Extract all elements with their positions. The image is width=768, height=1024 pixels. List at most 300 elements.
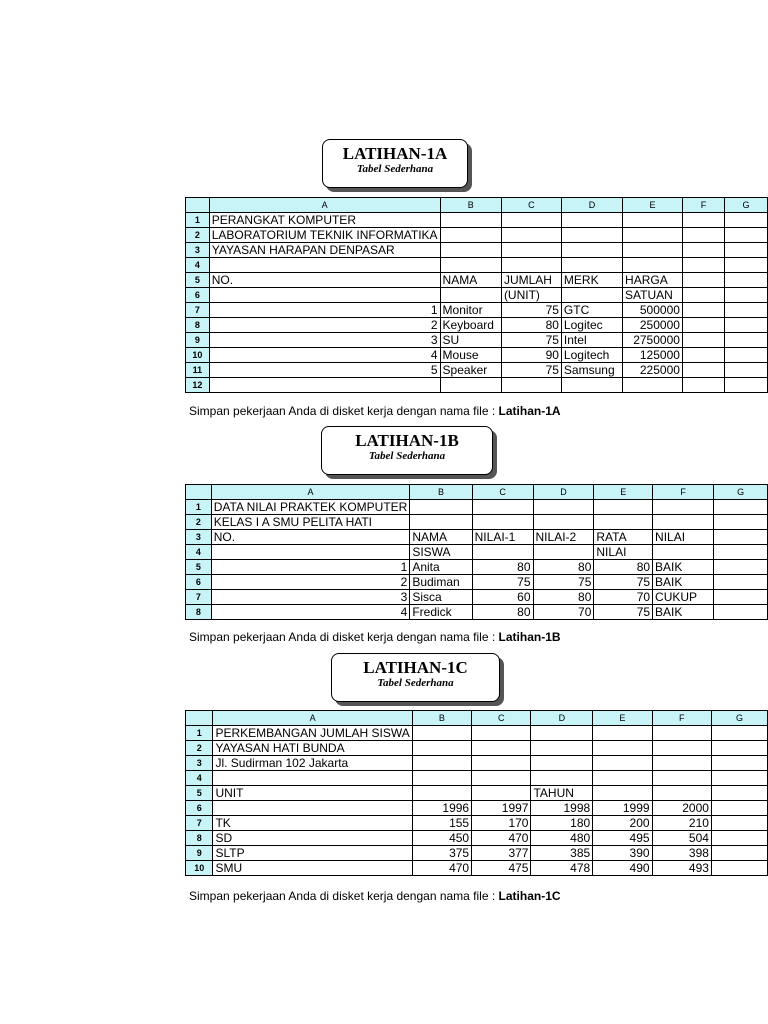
cell[interactable] <box>593 786 652 801</box>
row-header[interactable]: 7 <box>186 816 213 831</box>
cell[interactable]: 80 <box>472 560 533 575</box>
column-header-row <box>186 198 768 213</box>
cell[interactable]: BAIK <box>653 575 714 590</box>
column-header[interactable]: D <box>561 198 622 213</box>
table-row <box>186 801 768 816</box>
table-row <box>186 333 768 348</box>
cell[interactable]: 2 <box>211 575 410 590</box>
column-header[interactable]: F <box>682 198 724 213</box>
cell[interactable] <box>682 258 724 273</box>
cell[interactable]: Samsung <box>561 363 622 378</box>
cell[interactable]: 80 <box>594 560 653 575</box>
cell[interactable] <box>652 756 711 771</box>
cell[interactable]: 80 <box>533 590 594 605</box>
cell[interactable] <box>714 575 768 590</box>
cell[interactable] <box>531 726 593 741</box>
row-header[interactable]: 10 <box>186 348 210 363</box>
cell[interactable] <box>711 771 767 786</box>
note-text: Simpan pekerjaan Anda di disket kerja dengan nama file : <box>189 404 499 418</box>
cell[interactable] <box>209 288 440 303</box>
cell[interactable]: 210 <box>652 816 711 831</box>
cell[interactable]: 500000 <box>623 303 683 318</box>
cell[interactable]: 398 <box>652 846 711 861</box>
cell[interactable] <box>714 545 768 560</box>
cell[interactable] <box>593 771 652 786</box>
cell[interactable] <box>533 515 594 530</box>
cell[interactable] <box>593 756 652 771</box>
cell[interactable] <box>711 831 767 846</box>
cell[interactable]: BAIK <box>653 605 714 620</box>
row-header[interactable]: 12 <box>186 378 210 393</box>
save-note-1b <box>189 630 561 644</box>
cell[interactable]: Keyboard <box>440 318 501 333</box>
cell[interactable] <box>711 801 767 816</box>
row-header[interactable]: 7 <box>186 590 212 605</box>
row-header[interactable]: 7 <box>186 303 210 318</box>
table-row <box>186 575 768 590</box>
cell[interactable]: 75 <box>501 303 561 318</box>
cell[interactable] <box>714 515 768 530</box>
row-header[interactable]: 6 <box>186 288 210 303</box>
cell[interactable]: 390 <box>593 846 652 861</box>
row-header[interactable]: 1 <box>186 726 213 741</box>
row-header[interactable]: 2 <box>186 515 212 530</box>
cell[interactable] <box>711 846 767 861</box>
row-header[interactable]: 2 <box>186 228 210 243</box>
table-row <box>186 258 768 273</box>
cell[interactable]: Logitec <box>561 318 622 333</box>
cell[interactable]: TK <box>213 816 412 831</box>
cell[interactable] <box>653 500 714 515</box>
spreadsheet-1a <box>185 197 768 393</box>
corner-cell[interactable] <box>186 485 212 500</box>
cell[interactable]: 1998 <box>531 801 593 816</box>
cell[interactable] <box>682 348 724 363</box>
cell[interactable]: 70 <box>533 605 594 620</box>
cell[interactable] <box>714 605 768 620</box>
cell[interactable] <box>213 771 412 786</box>
note-text: Simpan pekerjaan Anda di disket kerja dengan nama file : <box>189 889 499 903</box>
cell[interactable] <box>623 243 683 258</box>
cell[interactable] <box>440 258 501 273</box>
cell[interactable] <box>412 726 471 741</box>
cell[interactable]: 470 <box>472 831 531 846</box>
row-header[interactable]: 10 <box>186 861 213 876</box>
cell[interactable]: PERANGKAT KOMPUTER <box>209 213 440 228</box>
cell[interactable] <box>682 243 724 258</box>
cell[interactable]: 385 <box>531 846 593 861</box>
cell[interactable]: YAYASAN HARAPAN DENPASAR <box>209 243 440 258</box>
row-header[interactable]: 8 <box>186 605 212 620</box>
column-header[interactable]: C <box>501 198 561 213</box>
cell[interactable]: CUKUP <box>653 590 714 605</box>
cell[interactable]: Anita <box>410 560 472 575</box>
column-header[interactable]: D <box>531 711 593 726</box>
row-header[interactable]: 4 <box>186 771 213 786</box>
column-header[interactable]: C <box>472 485 533 500</box>
cell[interactable] <box>213 801 412 816</box>
row-header[interactable]: 3 <box>186 243 210 258</box>
cell[interactable]: SLTP <box>213 846 412 861</box>
column-header[interactable]: F <box>652 711 711 726</box>
cell[interactable] <box>501 213 561 228</box>
cell[interactable]: 225000 <box>623 363 683 378</box>
cell[interactable] <box>410 500 472 515</box>
cell[interactable] <box>412 786 471 801</box>
cell[interactable]: (UNIT) <box>501 288 561 303</box>
cell[interactable] <box>682 213 724 228</box>
table-row <box>186 816 768 831</box>
cell[interactable] <box>561 378 622 393</box>
section-title: LATIHAN-1B <box>355 431 459 450</box>
column-header[interactable]: E <box>594 485 653 500</box>
cell[interactable]: 4 <box>211 605 410 620</box>
cell[interactable] <box>209 378 440 393</box>
cell[interactable]: 60 <box>472 590 533 605</box>
cell[interactable]: NILAI-1 <box>472 530 533 545</box>
cell[interactable] <box>682 303 724 318</box>
cell[interactable]: 80 <box>472 605 533 620</box>
cell[interactable]: NILAI <box>594 545 653 560</box>
column-header-row <box>186 711 768 726</box>
row-header[interactable]: 5 <box>186 560 212 575</box>
section-title: LATIHAN-1C <box>363 658 468 677</box>
cell[interactable]: Fredick <box>410 605 472 620</box>
cell[interactable]: 478 <box>531 861 593 876</box>
table-row <box>186 530 768 545</box>
cell[interactable] <box>410 515 472 530</box>
cell[interactable]: DATA NILAI PRAKTEK KOMPUTER <box>211 500 410 515</box>
cell[interactable]: 480 <box>531 831 593 846</box>
cell[interactable] <box>653 545 714 560</box>
column-header[interactable]: B <box>412 711 471 726</box>
cell[interactable]: 80 <box>501 318 561 333</box>
cell[interactable]: 70 <box>594 590 653 605</box>
cell[interactable] <box>440 243 501 258</box>
cell[interactable] <box>682 378 724 393</box>
cell[interactable]: SMU <box>213 861 412 876</box>
cell[interactable] <box>533 545 594 560</box>
cell[interactable]: NAMA <box>440 273 501 288</box>
cell[interactable]: 75 <box>594 605 653 620</box>
cell[interactable]: 490 <box>593 861 652 876</box>
row-header[interactable]: 5 <box>186 273 210 288</box>
cell[interactable]: JUMLAH <box>501 273 561 288</box>
cell[interactable]: 1997 <box>472 801 531 816</box>
cell[interactable]: 75 <box>472 575 533 590</box>
row-header[interactable]: 8 <box>186 318 210 333</box>
column-header[interactable]: G <box>725 198 768 213</box>
cell[interactable]: 2000 <box>652 801 711 816</box>
cell[interactable] <box>440 213 501 228</box>
table-row <box>186 726 768 741</box>
cell[interactable]: TAHUN <box>531 786 593 801</box>
cell[interactable] <box>714 530 768 545</box>
row-header[interactable]: 1 <box>186 213 210 228</box>
cell[interactable] <box>472 741 531 756</box>
cell[interactable] <box>412 741 471 756</box>
cell[interactable]: 5 <box>209 363 440 378</box>
title-box-1c <box>331 653 500 702</box>
cell[interactable] <box>711 741 767 756</box>
cell[interactable] <box>714 500 768 515</box>
cell[interactable] <box>412 756 471 771</box>
cell[interactable] <box>682 288 724 303</box>
cell[interactable] <box>211 545 410 560</box>
column-header[interactable]: A <box>213 711 412 726</box>
cell[interactable] <box>725 363 768 378</box>
save-note-1c <box>189 889 561 903</box>
cell[interactable]: HARGA <box>623 273 683 288</box>
cell[interactable] <box>711 726 767 741</box>
cell[interactable]: 4 <box>209 348 440 363</box>
cell[interactable] <box>531 771 593 786</box>
cell[interactable] <box>533 500 594 515</box>
table-row <box>186 303 768 318</box>
table-row <box>186 348 768 363</box>
cell[interactable]: SISWA <box>410 545 472 560</box>
cell[interactable]: 1996 <box>412 801 471 816</box>
section-title: LATIHAN-1A <box>342 144 448 163</box>
cell[interactable] <box>623 378 683 393</box>
row-header[interactable]: 1 <box>186 500 212 515</box>
cell[interactable] <box>472 756 531 771</box>
row-header[interactable]: 8 <box>186 831 213 846</box>
column-header[interactable]: B <box>440 198 501 213</box>
cell[interactable] <box>472 786 531 801</box>
row-header[interactable]: 9 <box>186 846 213 861</box>
cell[interactable] <box>623 213 683 228</box>
cell[interactable] <box>561 288 622 303</box>
row-header[interactable]: 11 <box>186 363 210 378</box>
cell[interactable]: SU <box>440 333 501 348</box>
cell[interactable]: BAIK <box>653 560 714 575</box>
cell[interactable]: 180 <box>531 816 593 831</box>
cell[interactable] <box>531 741 593 756</box>
cell[interactable]: PERKEMBANGAN JUMLAH SISWA <box>213 726 412 741</box>
cell[interactable]: 200 <box>593 816 652 831</box>
cell[interactable] <box>472 726 531 741</box>
cell[interactable] <box>652 786 711 801</box>
cell[interactable]: 377 <box>472 846 531 861</box>
cell[interactable] <box>725 288 768 303</box>
cell[interactable]: Speaker <box>440 363 501 378</box>
cell[interactable]: Logitech <box>561 348 622 363</box>
column-header[interactable]: A <box>211 485 410 500</box>
cell[interactable] <box>440 228 501 243</box>
corner-cell[interactable] <box>186 198 210 213</box>
cell[interactable] <box>725 243 768 258</box>
cell[interactable]: 75 <box>501 363 561 378</box>
cell[interactable] <box>472 545 533 560</box>
cell[interactable]: Sisca <box>410 590 472 605</box>
cell[interactable] <box>652 741 711 756</box>
cell[interactable] <box>593 741 652 756</box>
cell[interactable]: 90 <box>501 348 561 363</box>
cell[interactable] <box>440 288 501 303</box>
cell[interactable] <box>682 318 724 333</box>
table-row <box>186 288 768 303</box>
cell[interactable] <box>594 515 653 530</box>
file-name: Latihan-1C <box>498 889 561 903</box>
cell[interactable] <box>472 771 531 786</box>
row-header[interactable]: 6 <box>186 801 213 816</box>
cell[interactable]: 495 <box>593 831 652 846</box>
cell[interactable] <box>725 378 768 393</box>
cell[interactable]: 1 <box>211 560 410 575</box>
cell[interactable] <box>714 560 768 575</box>
cell[interactable]: NAMA <box>410 530 472 545</box>
column-header[interactable]: B <box>410 485 472 500</box>
cell[interactable] <box>531 756 593 771</box>
cell[interactable] <box>623 228 683 243</box>
cell[interactable] <box>725 318 768 333</box>
column-header[interactable]: G <box>711 711 767 726</box>
cell[interactable] <box>412 771 471 786</box>
cell[interactable] <box>714 590 768 605</box>
cell[interactable]: NILAI <box>653 530 714 545</box>
table-row <box>186 831 768 846</box>
cell[interactable]: Budiman <box>410 575 472 590</box>
cell[interactable] <box>209 258 440 273</box>
cell[interactable] <box>711 861 767 876</box>
cell[interactable]: Jl. Sudirman 102 Jakarta <box>213 756 412 771</box>
table-row <box>186 545 768 560</box>
cell[interactable]: 75 <box>501 333 561 348</box>
cell[interactable]: 155 <box>412 816 471 831</box>
column-header[interactable]: D <box>533 485 594 500</box>
cell[interactable]: KELAS I A SMU PELITA HATI <box>211 515 410 530</box>
cell[interactable] <box>725 348 768 363</box>
cell[interactable] <box>593 726 652 741</box>
row-header[interactable]: 4 <box>186 545 212 560</box>
cell[interactable]: YAYASAN HATI BUNDA <box>213 741 412 756</box>
cell[interactable]: 504 <box>652 831 711 846</box>
cell[interactable] <box>472 500 533 515</box>
cell[interactable]: NILAI-2 <box>533 530 594 545</box>
cell[interactable]: Monitor <box>440 303 501 318</box>
row-header[interactable]: 9 <box>186 333 210 348</box>
cell[interactable] <box>725 228 768 243</box>
cell[interactable]: NO. <box>209 273 440 288</box>
table-row <box>186 515 768 530</box>
table-row <box>186 605 768 620</box>
cell[interactable] <box>594 500 653 515</box>
table-row <box>186 243 768 258</box>
cell[interactable] <box>725 258 768 273</box>
cell[interactable] <box>711 786 767 801</box>
cell[interactable]: 450 <box>412 831 471 846</box>
cell[interactable] <box>725 273 768 288</box>
cell[interactable] <box>653 515 714 530</box>
cell[interactable] <box>711 756 767 771</box>
cell[interactable]: 3 <box>209 333 440 348</box>
cell[interactable]: LABORATORIUM TEKNIK INFORMATIKA <box>209 228 440 243</box>
cell[interactable] <box>561 258 622 273</box>
row-header[interactable]: 3 <box>186 530 212 545</box>
cell[interactable] <box>501 243 561 258</box>
cell[interactable]: 1999 <box>593 801 652 816</box>
cell[interactable]: 470 <box>412 861 471 876</box>
cell[interactable]: SATUAN <box>623 288 683 303</box>
column-header[interactable]: A <box>209 198 440 213</box>
cell[interactable] <box>472 515 533 530</box>
save-note-1a <box>189 404 561 418</box>
cell[interactable] <box>652 726 711 741</box>
cell[interactable] <box>682 273 724 288</box>
table-row <box>186 590 768 605</box>
row-header[interactable]: 4 <box>186 258 210 273</box>
cell[interactable]: 80 <box>533 560 594 575</box>
cell[interactable]: 125000 <box>623 348 683 363</box>
cell[interactable]: RATA <box>594 530 653 545</box>
cell[interactable]: 375 <box>412 846 471 861</box>
corner-cell[interactable] <box>186 711 213 726</box>
cell[interactable]: 250000 <box>623 318 683 333</box>
cell[interactable]: 2 <box>209 318 440 333</box>
cell[interactable]: 170 <box>472 816 531 831</box>
cell[interactable]: UNIT <box>213 786 412 801</box>
cell[interactable]: 75 <box>594 575 653 590</box>
column-header[interactable]: G <box>714 485 768 500</box>
note-text: Simpan pekerjaan Anda di disket kerja dengan nama file : <box>189 630 499 644</box>
cell[interactable] <box>440 378 501 393</box>
cell[interactable] <box>725 213 768 228</box>
cell[interactable]: 493 <box>652 861 711 876</box>
cell[interactable] <box>652 771 711 786</box>
cell[interactable] <box>623 258 683 273</box>
cell[interactable] <box>501 228 561 243</box>
cell[interactable] <box>682 333 724 348</box>
cell[interactable]: 475 <box>472 861 531 876</box>
column-header[interactable]: C <box>472 711 531 726</box>
cell[interactable]: Mouse <box>440 348 501 363</box>
column-header[interactable]: F <box>653 485 714 500</box>
cell[interactable]: 75 <box>533 575 594 590</box>
column-header[interactable]: E <box>593 711 652 726</box>
cell[interactable]: MERK <box>561 273 622 288</box>
cell[interactable]: GTC <box>561 303 622 318</box>
cell[interactable] <box>725 303 768 318</box>
table-row <box>186 500 768 515</box>
cell[interactable]: 2750000 <box>623 333 683 348</box>
cell[interactable] <box>501 258 561 273</box>
column-header[interactable]: E <box>623 198 683 213</box>
cell[interactable] <box>682 228 724 243</box>
cell[interactable] <box>501 378 561 393</box>
cell[interactable]: Intel <box>561 333 622 348</box>
cell[interactable] <box>561 243 622 258</box>
table-row <box>186 771 768 786</box>
cell[interactable] <box>561 213 622 228</box>
spreadsheet-1c <box>185 710 768 876</box>
table-row <box>186 378 768 393</box>
cell[interactable]: 3 <box>211 590 410 605</box>
cell[interactable] <box>561 228 622 243</box>
cell[interactable]: SD <box>213 831 412 846</box>
row-header[interactable]: 3 <box>186 756 213 771</box>
cell[interactable] <box>725 333 768 348</box>
table-row <box>186 786 768 801</box>
cell[interactable]: NO. <box>211 530 410 545</box>
cell[interactable] <box>711 816 767 831</box>
row-header[interactable]: 2 <box>186 741 213 756</box>
title-box-1a <box>322 139 468 188</box>
row-header[interactable]: 6 <box>186 575 212 590</box>
cell[interactable]: 1 <box>209 303 440 318</box>
row-header[interactable]: 5 <box>186 786 213 801</box>
cell[interactable] <box>682 363 724 378</box>
